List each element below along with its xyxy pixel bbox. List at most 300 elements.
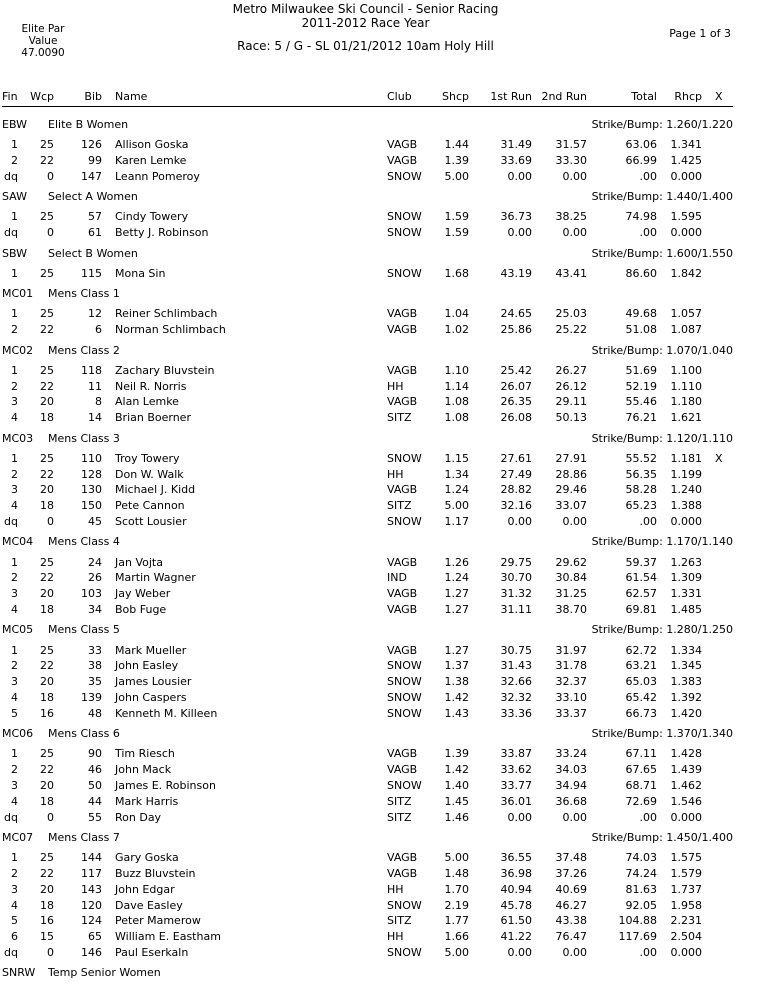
- wcp-cell: 22: [40, 866, 54, 880]
- bib-cell: 143: [81, 882, 102, 896]
- elite-par-label: Elite Par: [21, 23, 65, 35]
- club-cell: HH: [387, 379, 404, 393]
- fin-cell: dq: [4, 515, 18, 529]
- shcp-cell: 1.24: [444, 483, 469, 497]
- bib-cell: 50: [88, 778, 102, 792]
- name-cell: John Caspers: [115, 691, 187, 704]
- run2-cell: 28.86: [555, 467, 587, 481]
- rhcp-cell: 1.439: [670, 763, 702, 777]
- fin-cell: 1: [11, 851, 18, 865]
- fin-cell: dq: [4, 169, 18, 183]
- bib-cell: 117: [81, 866, 102, 880]
- section-code: SAW: [2, 190, 27, 204]
- name-cell: Pete Cannon: [115, 499, 185, 513]
- bib-cell: 144: [81, 851, 102, 865]
- run2-cell: 40.69: [555, 882, 587, 896]
- section-header: [2, 431, 733, 447]
- run2-cell: 34.94: [555, 778, 587, 792]
- club-cell: SNOW: [387, 451, 422, 465]
- club-cell: SNOW: [387, 675, 422, 689]
- section-header: [2, 286, 733, 302]
- run1-cell: 41.22: [500, 930, 532, 944]
- section-header: [2, 189, 733, 205]
- wcp-cell: 25: [40, 266, 54, 280]
- rhcp-cell: 1.595: [670, 210, 702, 224]
- shcp-cell: 1.37: [444, 659, 469, 673]
- bib-cell: 34: [88, 603, 102, 617]
- club-cell: VAGB: [387, 643, 418, 657]
- section-header: [2, 965, 733, 981]
- name-cell: Brian Boerner: [115, 411, 191, 425]
- fin-cell: 2: [11, 571, 18, 585]
- run1-cell: 27.49: [500, 467, 532, 481]
- total-cell: 61.54: [625, 571, 657, 585]
- result-row: [2, 467, 733, 483]
- results-sections: [2, 117, 733, 981]
- x-cell: [702, 570, 733, 586]
- shcp-cell: 1.46: [444, 810, 469, 824]
- shcp-cell: 1.68: [444, 266, 469, 280]
- x-cell: [702, 514, 733, 530]
- run1-cell: 43.19: [500, 266, 532, 280]
- rhcp-cell: 1.087: [670, 323, 702, 337]
- section-header: [2, 830, 733, 846]
- run2-cell: 38.25: [555, 210, 587, 224]
- fin-cell: 2: [11, 467, 18, 481]
- run1-cell: 31.32: [500, 587, 532, 601]
- rhcp-cell: 1.383: [670, 675, 702, 689]
- club-cell: VAGB: [387, 154, 418, 168]
- run2-cell: 33.37: [555, 706, 587, 720]
- shcp-cell: 1.04: [444, 307, 469, 321]
- club-cell: HH: [387, 930, 404, 944]
- run1-cell: 33.87: [500, 747, 532, 761]
- fin-cell: 4: [11, 691, 18, 704]
- rhcp-cell: 1.334: [670, 643, 702, 657]
- wcp-cell: 25: [40, 210, 54, 224]
- club-cell: VAGB: [387, 395, 418, 409]
- club-cell: SNOW: [387, 778, 422, 792]
- club-cell: SNOW: [387, 706, 422, 720]
- shcp-cell: 1.59: [444, 210, 469, 224]
- wcp-cell: 20: [40, 882, 54, 896]
- name-cell: Dave Easley: [115, 898, 183, 912]
- x-cell: [702, 898, 733, 914]
- shcp-cell: 5.00: [444, 499, 469, 513]
- club-cell: SNOW: [387, 945, 422, 959]
- run1-cell: 0.00: [507, 169, 532, 183]
- rhcp-cell: 0.000: [670, 515, 702, 529]
- strike-bump-value: Strike/Bump: 1.600/1.550: [591, 246, 733, 260]
- name-cell: Karen Lemke: [115, 154, 187, 168]
- run2-cell: 36.68: [555, 794, 587, 808]
- bib-cell: 147: [81, 169, 102, 183]
- wcp-cell: 20: [40, 483, 54, 497]
- total-cell: 65.42: [625, 691, 657, 704]
- x-cell: [702, 225, 733, 241]
- fin-cell: 4: [11, 411, 18, 425]
- bib-cell: 12: [88, 307, 102, 321]
- run1-cell: 32.16: [500, 499, 532, 513]
- rhcp-cell: 2.504: [670, 930, 702, 944]
- total-cell: .00: [639, 515, 657, 529]
- fin-cell: 1: [11, 363, 18, 377]
- name-cell: James E. Robinson: [115, 778, 216, 792]
- total-cell: 62.72: [625, 643, 657, 657]
- section-header: [2, 726, 733, 742]
- name-cell: Mona Sin: [115, 266, 166, 280]
- fin-cell: 3: [11, 587, 18, 601]
- wcp-cell: 18: [40, 794, 54, 808]
- rhcp-cell: 1.388: [670, 499, 702, 513]
- rhcp-cell: 1.199: [670, 467, 702, 481]
- fin-cell: 1: [11, 451, 18, 465]
- x-cell: [702, 929, 733, 945]
- x-cell: [702, 706, 733, 722]
- strike-bump-value: Strike/Bump: 1.170/1.140: [591, 535, 733, 549]
- total-cell: .00: [639, 226, 657, 240]
- total-cell: 66.73: [625, 706, 657, 720]
- x-cell: [702, 482, 733, 498]
- fin-cell: 2: [11, 379, 18, 393]
- run2-cell: 43.38: [555, 914, 587, 928]
- run1-cell: 31.11: [500, 603, 532, 617]
- wcp-cell: 0: [47, 810, 54, 824]
- name-cell: Gary Goska: [115, 851, 179, 865]
- run2-cell: 50.13: [555, 411, 587, 425]
- wcp-cell: 25: [40, 555, 54, 569]
- wcp-cell: 22: [40, 659, 54, 673]
- run1-cell: 29.75: [500, 555, 532, 569]
- club-cell: VAGB: [387, 851, 418, 865]
- run2-cell: 25.22: [555, 323, 587, 337]
- report-title: Metro Milwaukee Ski Council - Senior Racing: [232, 2, 499, 16]
- club-cell: VAGB: [387, 138, 418, 152]
- fin-cell: 3: [11, 778, 18, 792]
- run1-cell: 26.07: [500, 379, 532, 393]
- name-cell: Leann Pomeroy: [115, 169, 200, 183]
- name-cell: Reiner Schlimbach: [115, 307, 218, 321]
- total-cell: 104.88: [618, 914, 657, 928]
- fin-cell: 3: [11, 675, 18, 689]
- section-header: [2, 343, 733, 359]
- shcp-cell: 1.15: [444, 451, 469, 465]
- name-cell: John Mack: [115, 763, 172, 777]
- club-cell: IND: [387, 571, 407, 585]
- x-cell: [702, 762, 733, 778]
- run1-cell: 61.50: [500, 914, 532, 928]
- name-cell: Mark Harris: [115, 794, 179, 808]
- result-row: [2, 658, 733, 674]
- wcp-cell: 0: [47, 169, 54, 183]
- club-cell: VAGB: [387, 587, 418, 601]
- elite-par-value: 47.0090: [21, 47, 65, 59]
- section-snrw: [2, 965, 733, 981]
- bib-cell: 57: [88, 210, 102, 224]
- result-row: [2, 225, 733, 241]
- strike-bump-value: Strike/Bump: 1.280/1.250: [591, 623, 733, 637]
- result-row: [2, 266, 733, 282]
- run1-cell: 26.08: [500, 411, 532, 425]
- result-row: [2, 706, 733, 722]
- wcp-cell: 25: [40, 747, 54, 761]
- result-row: [2, 451, 733, 467]
- wcp-cell: 25: [40, 851, 54, 865]
- club-cell: VAGB: [387, 307, 418, 321]
- run1-cell: 30.75: [500, 643, 532, 657]
- fin-cell: 1: [11, 747, 18, 761]
- x-cell: [702, 794, 733, 810]
- x-cell: [702, 266, 733, 282]
- run1-cell: 0.00: [507, 945, 532, 959]
- section-code: EBW: [2, 118, 27, 131]
- run1-cell: 0.00: [507, 226, 532, 240]
- run1-cell: 0.00: [507, 810, 532, 824]
- section-header: [2, 622, 733, 638]
- result-row: [2, 866, 733, 882]
- total-cell: 74.98: [625, 210, 657, 224]
- shcp-cell: 1.26: [444, 555, 469, 569]
- section-code: MC02: [2, 343, 34, 357]
- club-cell: VAGB: [387, 363, 418, 377]
- club-cell: SITZ: [387, 810, 412, 824]
- fin-cell: 2: [11, 763, 18, 777]
- total-cell: 74.24: [625, 866, 657, 880]
- run1-cell: 32.66: [500, 675, 532, 689]
- run2-cell: 31.97: [555, 643, 587, 657]
- shcp-cell: 1.14: [444, 379, 469, 393]
- rhcp-cell: 1.425: [670, 154, 702, 168]
- fin-cell: dq: [4, 810, 18, 824]
- x-cell: [702, 586, 733, 602]
- x-cell: [702, 379, 733, 395]
- total-cell: 59.37: [625, 555, 657, 569]
- section-code: SBW: [2, 246, 28, 260]
- fin-cell: 4: [11, 794, 18, 808]
- x-cell: [702, 674, 733, 690]
- bib-cell: 99: [88, 154, 102, 168]
- bib-cell: 150: [81, 499, 102, 513]
- column-header-x: X: [715, 90, 723, 103]
- shcp-cell: 1.48: [444, 866, 469, 880]
- section-title: Mens Class 5: [48, 623, 120, 637]
- shcp-cell: 1.38: [444, 675, 469, 689]
- strike-bump-value: Strike/Bump: 1.370/1.340: [591, 727, 733, 741]
- bib-cell: 90: [88, 747, 102, 761]
- section-title: Select A Women: [48, 190, 138, 204]
- fin-cell: 2: [11, 323, 18, 337]
- run2-cell: 0.00: [562, 226, 587, 240]
- total-cell: 51.08: [625, 323, 657, 337]
- run1-cell: 31.43: [500, 659, 532, 673]
- bib-cell: 26: [88, 571, 102, 585]
- x-cell: [702, 850, 733, 866]
- bib-cell: 146: [81, 945, 102, 959]
- rhcp-cell: 1.331: [670, 587, 702, 601]
- section-header: [2, 117, 733, 133]
- total-cell: 55.52: [625, 451, 657, 465]
- section-mc04: [2, 534, 733, 617]
- x-cell: [702, 153, 733, 169]
- fin-cell: 1: [11, 643, 18, 657]
- run2-cell: 34.03: [555, 763, 587, 777]
- club-cell: SNOW: [387, 210, 422, 224]
- club-cell: HH: [387, 467, 404, 481]
- rhcp-cell: 1.485: [670, 603, 702, 617]
- x-cell: [702, 866, 733, 882]
- column-header-run1: 1st Run: [490, 90, 532, 103]
- run2-cell: 37.48: [555, 851, 587, 865]
- x-cell: X: [715, 451, 723, 465]
- wcp-cell: 18: [40, 411, 54, 425]
- result-row: [2, 794, 733, 810]
- run1-cell: 27.61: [500, 451, 532, 465]
- shcp-cell: 1.40: [444, 778, 469, 792]
- name-cell: Betty J. Robinson: [115, 226, 209, 240]
- run2-cell: 29.46: [555, 483, 587, 497]
- run2-cell: 31.78: [555, 659, 587, 673]
- column-header-total: Total: [631, 90, 657, 103]
- fin-cell: 5: [11, 706, 18, 720]
- name-cell: Peter Mamerow: [115, 914, 201, 928]
- name-cell: Allison Goska: [115, 138, 189, 152]
- total-cell: 65.23: [625, 499, 657, 513]
- wcp-cell: 0: [47, 515, 54, 529]
- rhcp-cell: 1.309: [670, 571, 702, 585]
- result-row: [2, 929, 733, 945]
- x-cell: [702, 410, 733, 426]
- run1-cell: 24.65: [500, 307, 532, 321]
- rhcp-cell: 1.579: [670, 866, 702, 880]
- total-cell: 117.69: [618, 930, 657, 944]
- bib-cell: 65: [88, 930, 102, 944]
- shcp-cell: 2.19: [444, 898, 469, 912]
- run2-cell: 29.11: [555, 395, 587, 409]
- wcp-cell: 25: [40, 643, 54, 657]
- run2-cell: 33.24: [555, 747, 587, 761]
- x-cell: [702, 602, 733, 618]
- run2-cell: 37.26: [555, 866, 587, 880]
- fin-cell: dq: [4, 945, 18, 959]
- rhcp-cell: 1.240: [670, 483, 702, 497]
- run2-cell: 31.25: [555, 587, 587, 601]
- total-cell: 65.03: [625, 675, 657, 689]
- club-cell: SITZ: [387, 914, 412, 928]
- name-cell: Neil R. Norris: [115, 379, 187, 393]
- name-cell: John Easley: [115, 659, 179, 673]
- x-cell: [702, 643, 733, 659]
- rhcp-cell: 1.181: [670, 451, 702, 465]
- rhcp-cell: 1.110: [670, 379, 702, 393]
- x-cell: [702, 555, 733, 571]
- run1-cell: 0.00: [507, 515, 532, 529]
- club-cell: SITZ: [387, 794, 412, 808]
- result-row: [2, 778, 733, 794]
- x-cell: [702, 810, 733, 826]
- section-code: MC05: [2, 623, 34, 637]
- result-row: [2, 322, 733, 338]
- results-table: [2, 90, 733, 986]
- column-header-wcp: Wcp: [30, 90, 54, 103]
- shcp-cell: 1.10: [444, 363, 469, 377]
- x-cell: [702, 467, 733, 483]
- section-title: Mens Class 2: [48, 343, 120, 357]
- bib-cell: 8: [95, 395, 102, 409]
- strike-bump-value: Strike/Bump: 1.440/1.400: [591, 190, 733, 204]
- club-cell: SNOW: [387, 226, 422, 240]
- page-number: Page 1 of 3: [669, 27, 731, 40]
- bib-cell: 44: [88, 794, 102, 808]
- section-code: MC03: [2, 431, 34, 445]
- name-cell: Scott Lousier: [115, 515, 187, 529]
- strike-bump-value: Strike/Bump: 1.120/1.110: [591, 431, 733, 445]
- x-cell: [702, 306, 733, 322]
- result-row: [2, 410, 733, 426]
- name-cell: Jan Vojta: [115, 555, 163, 569]
- result-row: [2, 555, 733, 571]
- run2-cell: 38.70: [555, 603, 587, 617]
- section-mc03: [2, 431, 733, 530]
- result-row: [2, 602, 733, 618]
- run1-cell: 33.62: [500, 763, 532, 777]
- wcp-cell: 18: [40, 691, 54, 704]
- x-cell: [702, 498, 733, 514]
- run1-cell: 33.36: [500, 706, 532, 720]
- total-cell: 55.46: [625, 395, 657, 409]
- bib-cell: 130: [81, 483, 102, 497]
- wcp-cell: 0: [47, 226, 54, 240]
- name-cell: Don W. Walk: [115, 467, 184, 481]
- rhcp-cell: 1.621: [670, 411, 702, 425]
- fin-cell: 3: [11, 483, 18, 497]
- name-cell: James Lousier: [115, 675, 192, 689]
- section-title: Mens Class 7: [48, 830, 120, 844]
- fin-cell: 6: [11, 930, 18, 944]
- rhcp-cell: 1.428: [670, 747, 702, 761]
- total-cell: 68.71: [625, 778, 657, 792]
- result-row: [2, 643, 733, 659]
- run2-cell: 46.27: [555, 898, 587, 912]
- shcp-cell: 5.00: [444, 851, 469, 865]
- run2-cell: 0.00: [562, 810, 587, 824]
- wcp-cell: 25: [40, 451, 54, 465]
- rhcp-cell: 1.546: [670, 794, 702, 808]
- wcp-cell: 18: [40, 898, 54, 912]
- result-row: [2, 913, 733, 929]
- rhcp-cell: 0.000: [670, 169, 702, 183]
- result-row: [2, 514, 733, 530]
- strike-bump-value: Strike/Bump: 1.070/1.040: [591, 343, 733, 357]
- total-cell: .00: [639, 945, 657, 959]
- run1-cell: 32.32: [500, 691, 532, 704]
- total-cell: 62.57: [625, 587, 657, 601]
- shcp-cell: 1.39: [444, 747, 469, 761]
- wcp-cell: 20: [40, 778, 54, 792]
- result-row: [2, 746, 733, 762]
- bib-cell: 11: [88, 379, 102, 393]
- total-cell: 86.60: [625, 266, 657, 280]
- club-cell: VAGB: [387, 555, 418, 569]
- club-cell: VAGB: [387, 747, 418, 761]
- x-cell: [702, 882, 733, 898]
- total-cell: 49.68: [625, 307, 657, 321]
- name-cell: Cindy Towery: [115, 210, 189, 224]
- run1-cell: 36.98: [500, 866, 532, 880]
- club-cell: SNOW: [387, 169, 422, 183]
- rhcp-cell: 1.737: [670, 882, 702, 896]
- run2-cell: 31.57: [555, 138, 587, 152]
- column-header-fin: Fin: [2, 90, 18, 103]
